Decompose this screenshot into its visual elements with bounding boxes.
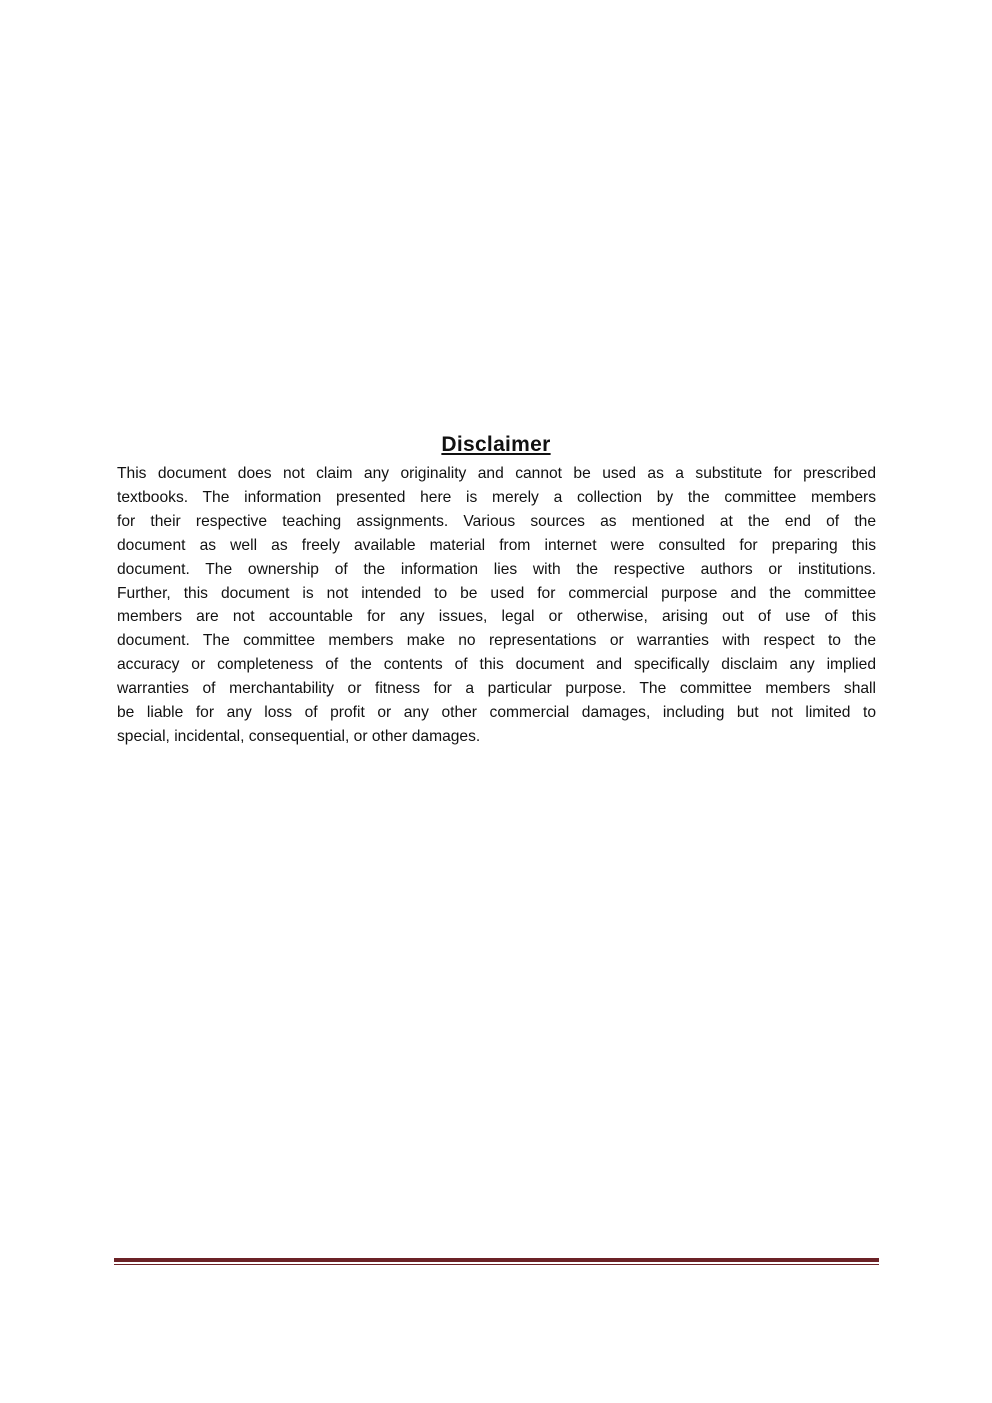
paragraph-line: accuracy or completeness of the contents of this document and specifically disclaim any implied (117, 656, 876, 674)
paragraph-line: members are not accountable for any issues, legal or otherwise, arising out of use of this (117, 608, 876, 626)
footer-rule-thick (114, 1258, 879, 1262)
paragraph-line: textbooks. The information presented here is merely a collection by the committee members (117, 488, 876, 506)
paragraph-line: document as well as freely available material from internet were consulted for preparing this (117, 536, 876, 554)
disclaimer-paragraph (117, 462, 876, 749)
paragraph-line: document. The ownership of the information lies with the respective authors or institutions. (117, 560, 876, 578)
paragraph-line: Further, this document is not intended to be used for commercial purpose and the committee (117, 584, 876, 602)
footer-rule-thin (114, 1264, 879, 1265)
paragraph-line: warranties of merchantability or fitness for a particular purpose. The committee members shall (117, 680, 876, 698)
paragraph-line: be liable for any loss of profit or any other commercial damages, including but not limited to (117, 704, 876, 722)
paragraph-line: document. The committee members make no representations or warranties with respect to the (117, 632, 876, 650)
disclaimer-heading: Disclaimer (441, 433, 551, 456)
paragraph-line: This document does not claim any originality and cannot be used as a substitute for prescribed (117, 465, 876, 482)
paragraph-line: special, incidental, consequential, or other damages. (117, 727, 481, 745)
paragraph-line: for their respective teaching assignments. Various sources as mentioned at the end of the (117, 512, 876, 530)
